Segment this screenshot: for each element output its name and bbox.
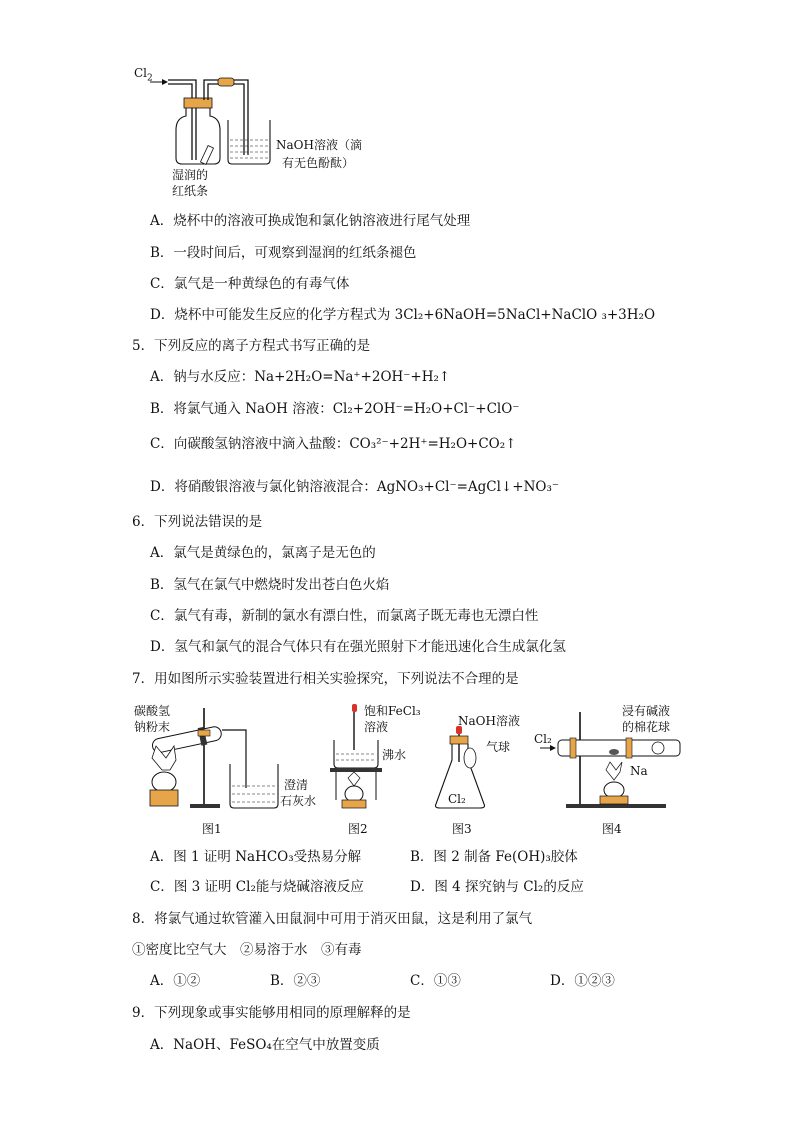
q7-figure-2 (326, 700, 436, 840)
fig4-label-2: 的棉花球 (622, 720, 671, 734)
gas-label: Cl (134, 66, 148, 80)
fig2-diagram (326, 700, 436, 820)
gas-sub: 2 (147, 73, 153, 84)
fig2-label-1: 饱和FeCl₃ (364, 704, 421, 718)
fig3-caption: 图3 (452, 822, 472, 836)
fig4-label-1: 浸有碱液 (622, 704, 671, 718)
q5-option-a: A．钠与水反应：Na+2H₂O=Na⁺+2OH⁻+H₂↑ (150, 369, 451, 385)
q7-option-d: D．图 4 探究钠与 Cl₂的反应 (410, 879, 584, 895)
fig1-label-1: 碳酸氢 (134, 704, 171, 718)
fig2-caption: 图2 (348, 822, 368, 836)
fig3-label-3: Cl₂ (448, 792, 466, 806)
q6-stem: 6．下列说法错误的是 (132, 514, 263, 530)
fig4-label-4: Na (630, 764, 648, 778)
q8-option-b: B．②③ (270, 973, 321, 989)
q8-stem: 8．将氯气通过软管灌入田鼠洞中可用于消灭田鼠，这是利用了氯气 (132, 911, 533, 927)
q6-option-c: C．氯气有毒，新制的氯水有漂白性，而氯离子既无毒也无漂白性 (150, 608, 539, 624)
q7-option-c: C．图 3 证明 Cl₂能与烧碱溶液反应 (150, 879, 364, 895)
fig1-label-4: 石灰水 (280, 794, 317, 808)
q4-option-b: B．一段时间后，可观察到湿润的红纸条褪色 (150, 245, 417, 261)
q6-option-b: B．氢气在氯气中燃烧时发出苍白色火焰 (150, 577, 390, 593)
q8-option-d: D．①②③ (550, 973, 615, 989)
fig1-label-3: 澄清 (284, 778, 309, 792)
q5-option-c: C．向碳酸氢钠溶液中滴入盐酸：CO₃²⁻+2H⁺=H₂O+CO₂↑ (150, 436, 517, 452)
q9-option-a: A．NaOH、FeSO₄在空气中放置变质 (150, 1037, 380, 1053)
q7-option-b: B．图 2 制备 Fe(OH)₃胶体 (410, 849, 578, 865)
q5-option-b: B．将氯气通入 NaOH 溶液：Cl₂+2OH⁻=H₂O+Cl⁻+ClO⁻ (150, 401, 520, 417)
q4-option-d: D．烧杯中可能发生反应的化学方程式为 3Cl₂+6NaOH=5NaCl+NaClO ₃+3H₂O (150, 307, 656, 323)
q4-option-c: C．氯气是一种黄绿色的有毒气体 (150, 276, 350, 292)
fig2-label-3: 沸水 (382, 748, 407, 762)
q9-stem: 9．下列现象或事实能够用相同的原理解释的是 (132, 1005, 411, 1021)
wet-strip-label-2: 红纸条 (172, 184, 209, 198)
q7-option-a: A．图 1 证明 NaHCO₃受热易分解 (150, 849, 362, 865)
q8-option-c: C．①③ (410, 973, 461, 989)
fig3-label-1: NaOH溶液 (458, 714, 520, 728)
q7-figure-4 (530, 700, 700, 840)
fig3-label-2: 气球 (486, 740, 511, 754)
q7-figure-1 (130, 700, 330, 840)
q7-stem: 7．用如图所示实验装置进行相关实验探究，下列说法不合理的是 (132, 671, 519, 687)
fig2-label-2: 溶液 (364, 720, 389, 734)
q5-stem: 5．下列反应的离子方程式书写正确的是 (132, 338, 371, 354)
fig4-diagram (530, 700, 700, 820)
wet-strip-label-1: 湿润的 (172, 168, 209, 182)
q6-option-a: A．氯气是黄绿色的，氯离子是无色的 (150, 545, 376, 561)
beaker-label-2: 有无色酚酞） (282, 156, 355, 170)
q7-figure-3 (430, 700, 540, 840)
fig1-caption: 图1 (202, 822, 222, 836)
cl2-apparatus-diagram (130, 60, 390, 210)
fig1-label-2: 钠粉末 (134, 720, 171, 734)
q8-properties: ①密度比空气大 ②易溶于水 ③有毒 (132, 942, 362, 958)
top-apparatus-figure (130, 60, 390, 210)
beaker-label-1: NaOH溶液（滴 (276, 138, 362, 152)
q5-option-d: D．将硝酸银溶液与氯化钠溶液混合：AgNO₃+Cl⁻=AgCl↓+NO₃⁻ (150, 479, 559, 495)
fig4-label-3: Cl₂ (534, 732, 552, 746)
q4-option-a: A．烧杯中的溶液可换成饱和氯化钠溶液进行尾气处理 (150, 213, 471, 229)
fig4-caption: 图4 (602, 822, 622, 836)
q8-option-a: A．①② (150, 973, 201, 989)
q6-option-d: D．氢气和氯气的混合气体只有在强光照射下才能迅速化合生成氯化氢 (150, 639, 566, 655)
